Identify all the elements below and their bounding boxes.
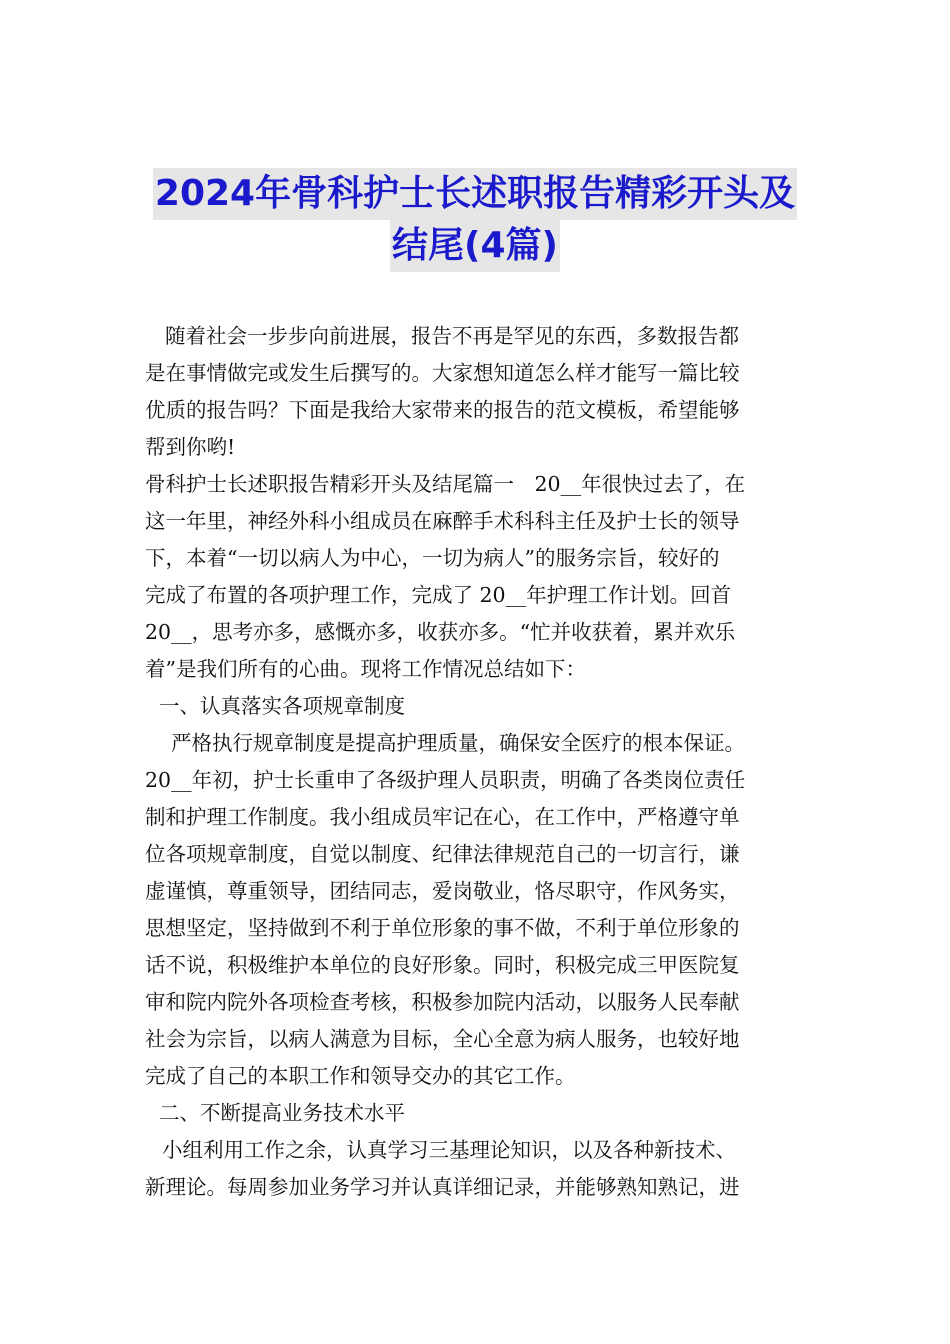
title-line-2: 结尾(4篇): [390, 220, 560, 272]
paragraph-line: 20__，思考亦多，感慨亦多，收获亦多。“忙并收获着，累并欢乐: [145, 620, 736, 644]
paragraph-line: 着”是我们所有的心曲。现将工作情况总结如下：: [145, 657, 586, 681]
paragraph-line: 是在事情做完或发生后撰写的。大家想知道怎么样才能写一篇比较: [145, 361, 740, 385]
paragraph-line: 帮到你哟!: [145, 435, 236, 459]
paragraph-line: 虚谨慎，尊重领导，团结同志，爱岗敬业，恪尽职守，作风务实，: [145, 879, 740, 903]
paragraph-line: 下，本着“一切以病人为中心，一切为病人”的服务宗旨，较好的: [145, 546, 720, 570]
section-heading: 二、不断提高业务技术水平: [159, 1101, 405, 1125]
paragraph-line: 思想坚定，坚持做到不利于单位形象的事不做，不利于单位形象的: [145, 916, 740, 940]
paragraph-line: 新理论。每周参加业务学习并认真详细记录，并能够熟知熟记，进: [145, 1175, 740, 1199]
document-title: [100, 168, 850, 272]
paragraph-line: 20__年初，护士长重申了各级护理人员职责，明确了各类岗位责任: [145, 768, 746, 792]
paragraph-line: 随着社会一步步向前进展，报告不再是罕见的东西，多数报告都: [165, 324, 739, 348]
title-line-1: 2024年骨科护士长述职报告精彩开头及: [153, 168, 797, 220]
paragraph-line: 位各项规章制度，自觉以制度、纪律法律规范自己的一切言行，谦: [145, 842, 740, 866]
section-heading: 一、认真落实各项规章制度: [159, 694, 405, 718]
paragraph-line: 优质的报告吗？下面是我给大家带来的报告的范文模板，希望能够: [145, 398, 740, 422]
paragraph-line: 这一年里，神经外科小组成员在麻醉手术科科主任及护士长的领导: [145, 509, 740, 533]
paragraph-line: 严格执行规章制度是提高护理质量，确保安全医疗的根本保证。: [171, 731, 745, 755]
paragraph-line: 骨科护士长述职报告精彩开头及结尾篇一 20__年很快过去了，在: [145, 472, 746, 496]
paragraph-line: 审和院内院外各项检查考核，积极参加院内活动，以服务人民奉献: [145, 990, 740, 1014]
paragraph-line: 社会为宗旨，以病人满意为目标，全心全意为病人服务，也较好地: [145, 1027, 740, 1051]
paragraph-line: 小组利用工作之余，认真学习三基理论知识，以及各种新技术、: [162, 1138, 736, 1162]
paragraph-line: 制和护理工作制度。我小组成员牢记在心，在工作中，严格遵守单: [145, 805, 740, 829]
document-body: [145, 318, 811, 1206]
paragraph-line: 完成了布置的各项护理工作，完成了 20__年护理工作计划。回首: [145, 583, 732, 607]
paragraph-line: 完成了自己的本职工作和领导交办的其它工作。: [145, 1064, 576, 1088]
paragraph-line: 话不说，积极维护本单位的良好形象。同时，积极完成三甲医院复: [145, 953, 740, 977]
